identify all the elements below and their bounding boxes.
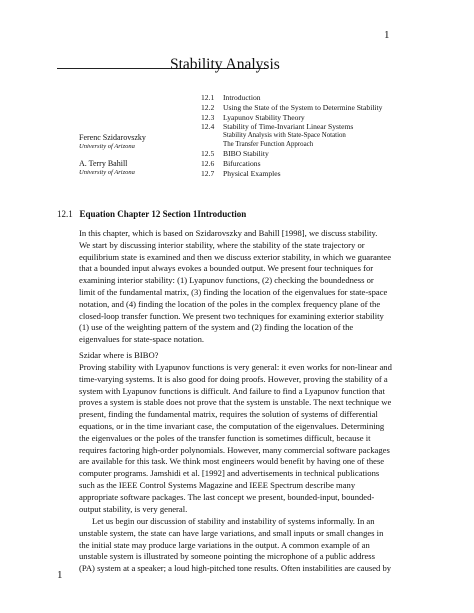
section-heading (57, 209, 246, 219)
toc-item: 12.1 Introduction (201, 93, 261, 102)
author-name: Ferenc Szidarovszky (79, 133, 146, 142)
toc-item: 12.2 Using the State of the System to Determine Stability (201, 102, 383, 112)
author-affiliation: University of Arizona (79, 168, 135, 176)
page-number-top: 1 (384, 29, 390, 41)
table-of-contents (201, 93, 382, 179)
section-title: Equation Chapter 12 Section 1Introduction (79, 209, 247, 219)
author-block-2 (79, 159, 135, 177)
section-number: 12.1 (57, 209, 73, 219)
chapter-title: Stability Analysis (170, 56, 280, 73)
author-name: A. Terry Bahill (79, 159, 128, 168)
page-number-bottom: 1 (57, 569, 63, 581)
toc-item: 12.6 Bifurcations (201, 159, 261, 169)
toc-item: 12.7 Physical Examples (201, 168, 281, 178)
paragraph-informal: Let us begin our discussion of stability and instability of systems informally. In an unstable system, the state can have large variations, and small inputs or small changes in the initial state may produce large variations in the output. A common example of an unstable system is illustrated by someone pointing the microphone of a public address (PA) system at a speaker; a loud high-pitched tone results. Often instabilities are caused by (79, 516, 392, 574)
paragraph-techniques: Proving stability with Lyapunov functions is very general: it even works for non-linear and time-varying systems. It is also good for doing proofs. However, proving the stability of a system with Lyapunov functions is difficult. And failure to find a Lyapunov function that proves a system is stable does not prove that the system is unstable. The next technique we present, finding the fundamental matrix, requires the solution of systems of differential equations, or in the time invariant case, the computation of the eigenvalues. Determining the eigenvalues or the poles of the transfer function is sometimes difficult, because it requires factoring high-order polynomials. However, many commercial software packages are available for this task. We think most engineers would benefit by having one of these computer programs. Jamshidi et al. [1992] and advertisements in technical publications such as the IEEE Control Systems Magazine and IEEE Spectrum describe many appropriate software packages. The last concept we present, bounded-input, bounded- output stability, is very general. (79, 362, 392, 514)
toc-subitem: Stability Analysis with State-Space Notation (223, 132, 346, 140)
editor-note: Szidar where is BIBO? (79, 350, 159, 360)
author-affiliation: University of Arizona (79, 142, 135, 150)
toc-item: 12.5 BIBO Stability (201, 149, 269, 159)
toc-subitem: The Transfer Function Approach (223, 140, 314, 148)
author-block-1 (79, 133, 146, 151)
paragraph-intro: In this chapter, which is based on Szidarovszky and Bahill [1998], we discuss stability. We start by discussing interior stability, where the stability of the state trajectory or equilibrium state is examined and then we discuss exterior stability, in which we guarantee that a bounded input always evokes a bounded output. We present four techniques for examining interior stability: (1) Lyapunov functions, (2) checking the boundedness or limit of the fundamental matrix, (3) finding the location of the eigenvalues for state-space notation, and (4) finding the location of the poles in the complex frequency plane of the closed-loop transfer function. We present two techniques for examining exterior stability (1) use of the weighting pattern of the system and (2) finding the location of the eigenvalues for state-space notation. (79, 228, 392, 345)
toc-item: 12.3 Lyapunov Stability Theory (201, 112, 305, 122)
toc-item: 12.4 Stability of Time-Invariant Linear Systems (201, 122, 354, 132)
